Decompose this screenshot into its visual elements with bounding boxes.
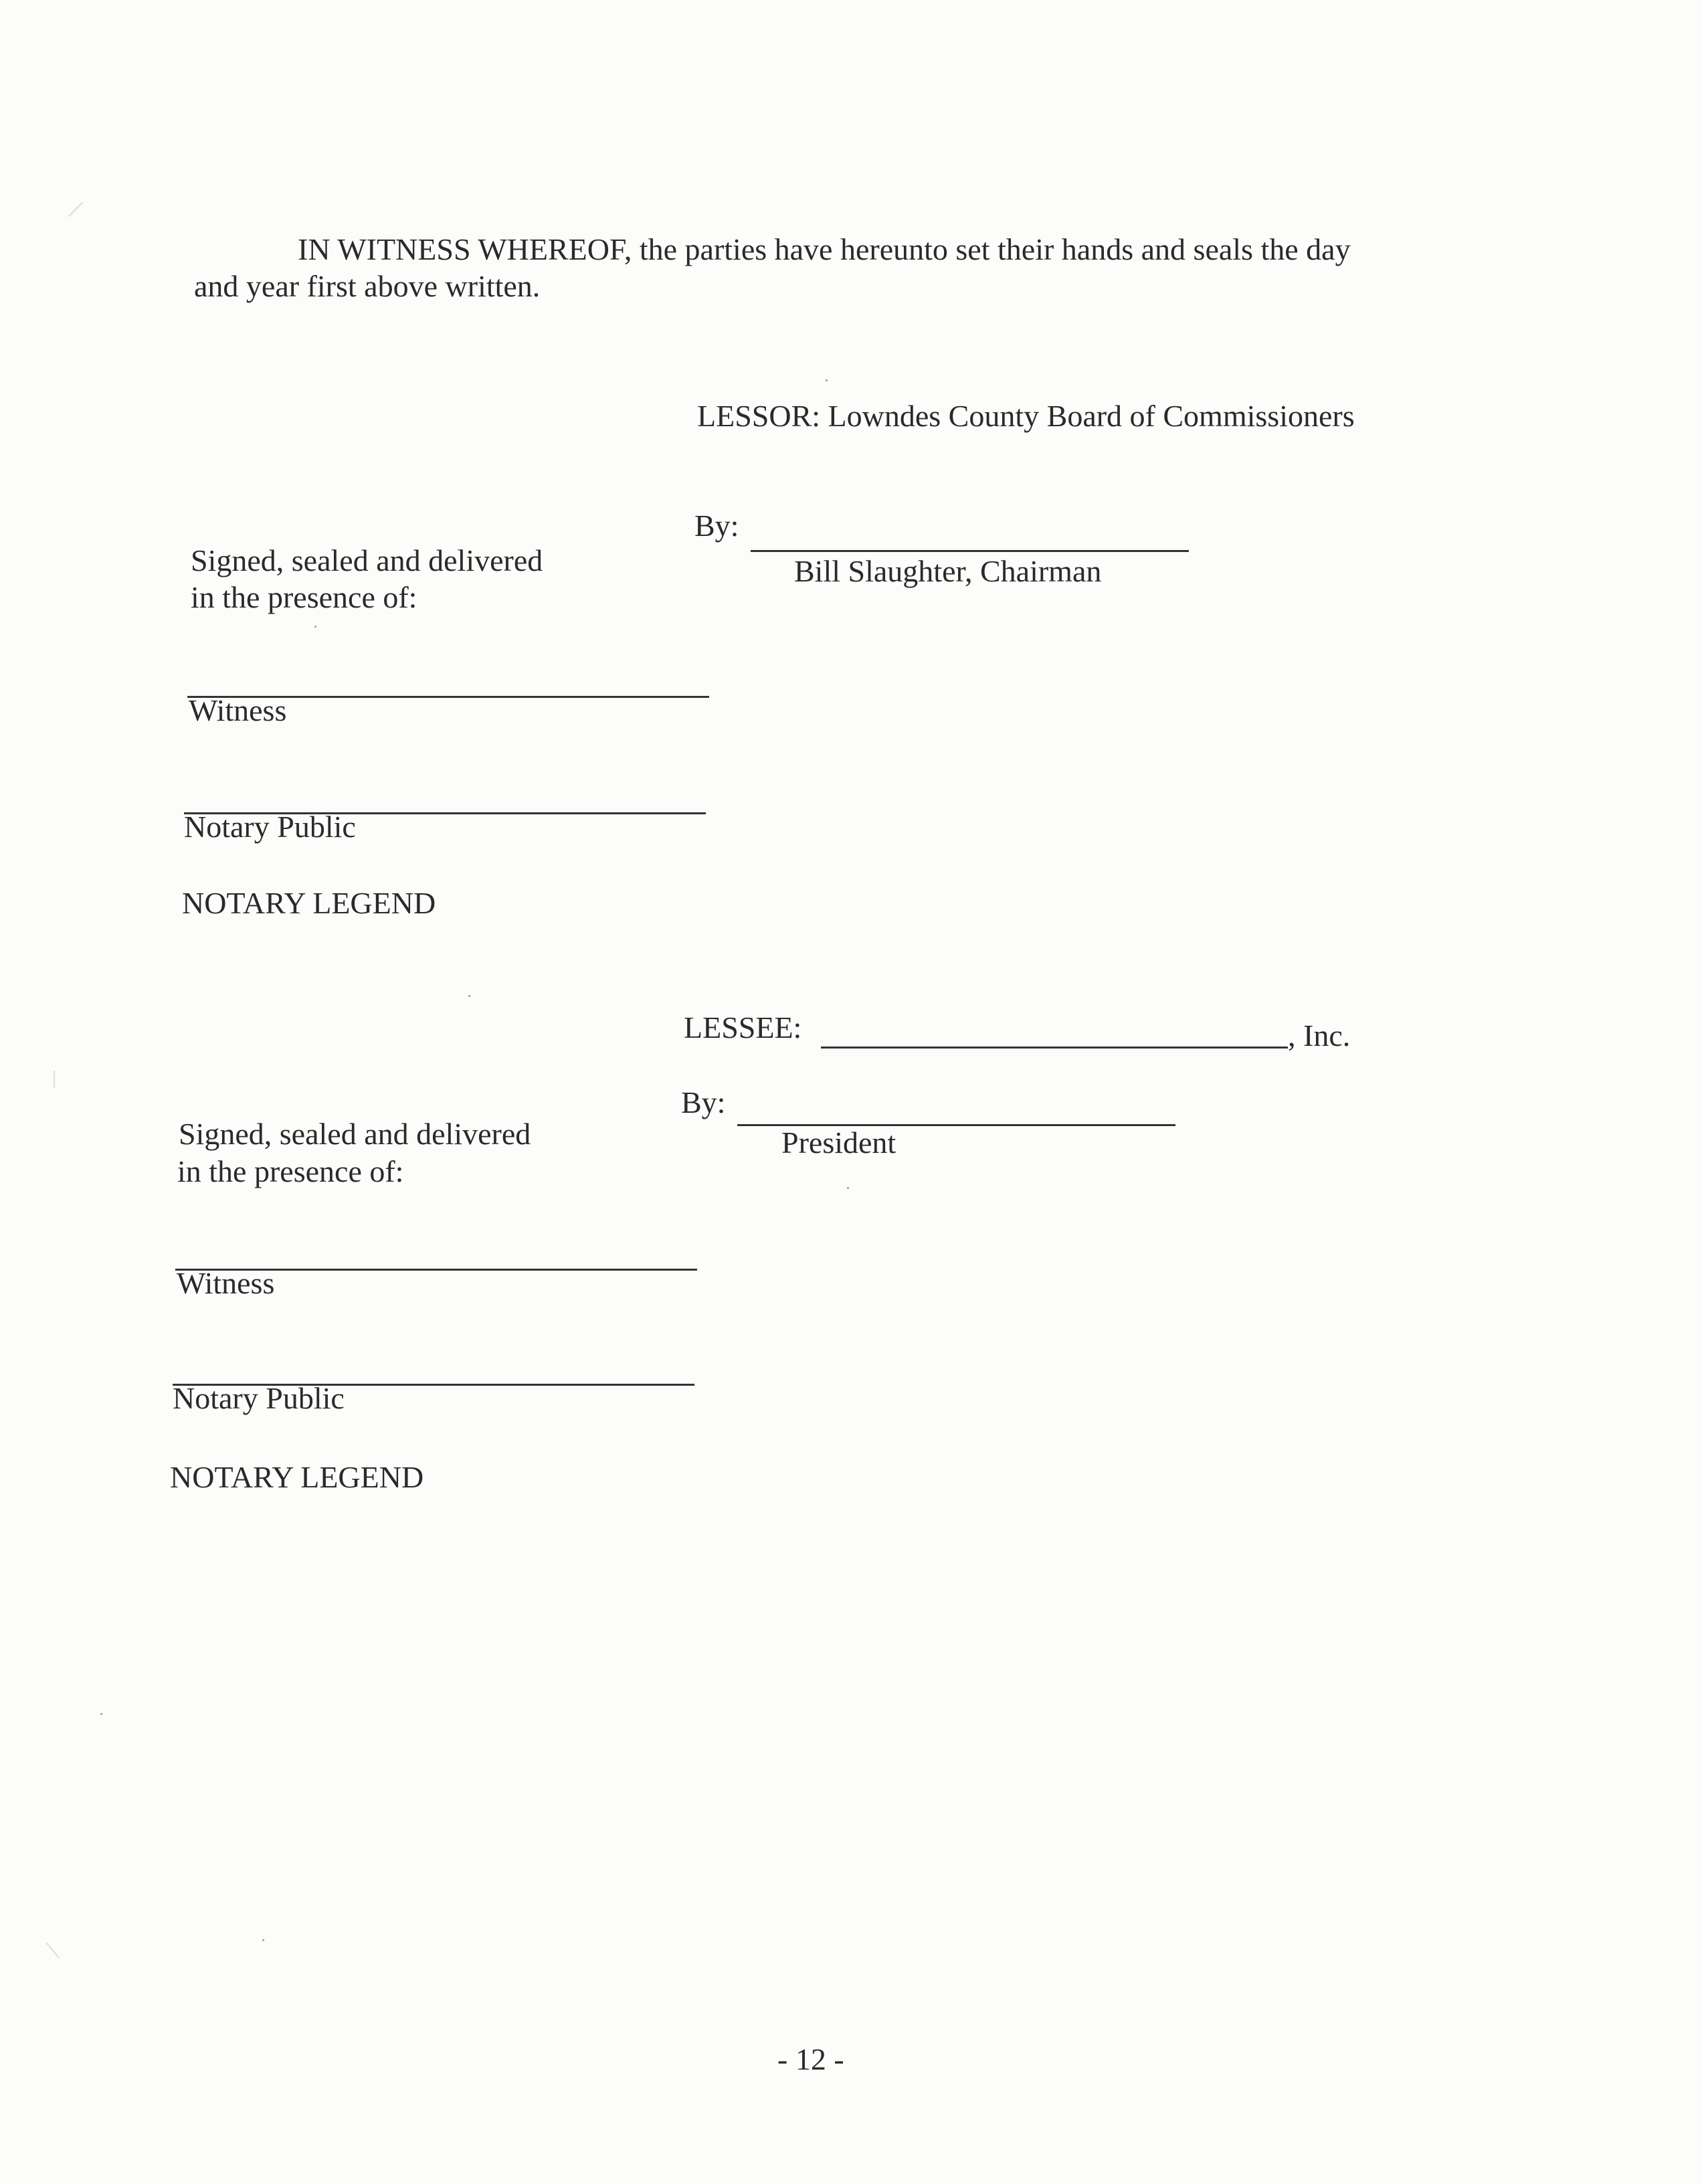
lessor-witness-label: Witness — [189, 693, 287, 727]
lessor-signature-line[interactable] — [751, 550, 1189, 552]
scan-speck — [826, 379, 828, 381]
lessee-notary-legend: NOTARY LEGEND — [170, 1460, 424, 1494]
scan-edge-mark — [68, 202, 84, 217]
scan-edge-mark — [54, 1071, 55, 1088]
witness-paragraph — [194, 231, 1505, 304]
page-number: - 12 - — [777, 2042, 844, 2076]
lessor-presence-line-2: in the presence of: — [191, 580, 417, 614]
lessor-notary-label: Notary Public — [184, 810, 356, 844]
lessee-presence-line-1: Signed, sealed and delivered — [179, 1117, 531, 1151]
witness-paragraph-line-1: IN WITNESS WHEREOF, the parties have hereunto set their hands and seals the day — [298, 232, 1351, 266]
lessor-label: LESSOR: Lowndes County Board of Commissioners — [697, 399, 1355, 433]
scan-edge-mark — [46, 1942, 60, 1959]
scan-speck — [314, 626, 316, 628]
scan-speck — [262, 1939, 264, 1941]
scan-speck — [468, 995, 470, 997]
lessee-signer-title: President — [781, 1125, 896, 1160]
lessee-presence-line-2: in the presence of: — [177, 1154, 404, 1188]
lessee-suffix: , Inc. — [1288, 1018, 1351, 1053]
scan-speck — [100, 1713, 102, 1715]
lessor-presence-line-1: Signed, sealed and delivered — [191, 543, 543, 577]
lessor-notary-legend: NOTARY LEGEND — [182, 886, 436, 920]
lessor-signer-name: Bill Slaughter, Chairman — [794, 554, 1102, 588]
witness-paragraph-line-2: and year first above written. — [194, 269, 541, 304]
lessee-notary-label: Notary Public — [173, 1381, 345, 1415]
scan-speck — [847, 1187, 849, 1189]
lessee-witness-label: Witness — [177, 1266, 275, 1300]
lessee-by-label: By: — [681, 1085, 726, 1119]
lessee-label: LESSEE: — [684, 1010, 802, 1044]
lessee-company-line[interactable] — [821, 1046, 1288, 1049]
lessor-by-label: By: — [694, 509, 739, 543]
